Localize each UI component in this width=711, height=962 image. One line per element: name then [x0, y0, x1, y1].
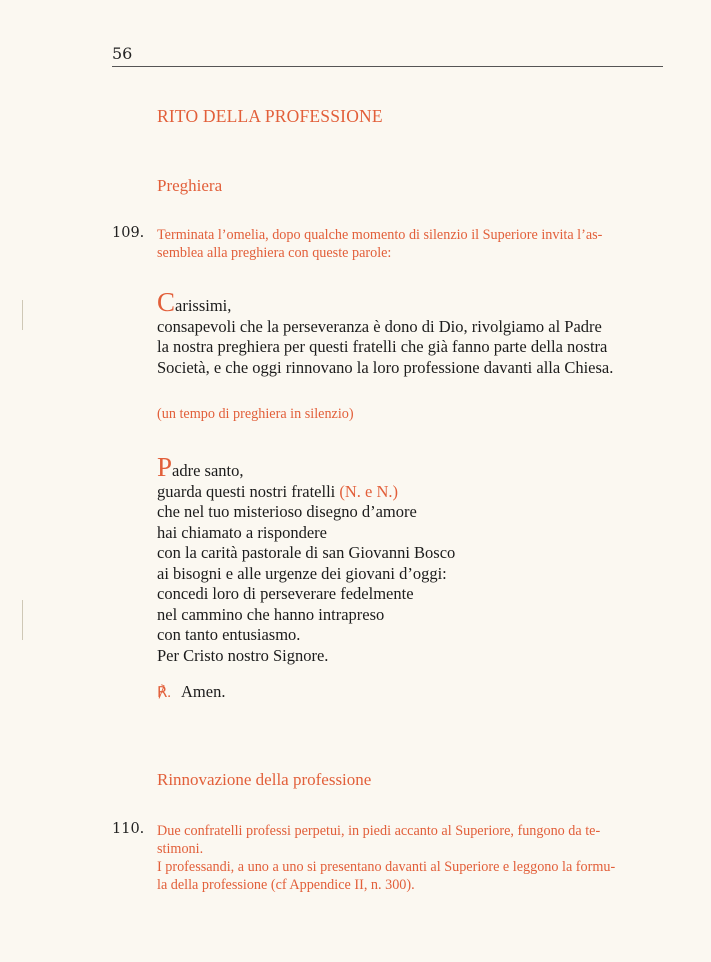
paragraph-number-109: 109.: [112, 225, 145, 241]
prayer-line: con la carità pastorale di san Giovanni Bosco: [157, 543, 456, 562]
drop-cap: P: [157, 452, 173, 482]
rubric-line: I professandi, a uno a uno si presentano davanti al Superiore e leggono la formu-: [157, 859, 616, 875]
left-margin-mark: [22, 600, 23, 640]
drop-cap: C: [157, 287, 176, 317]
prayer-line: ai bisogni e alle urgenze dei giovani d’oggi:: [157, 563, 447, 583]
prayer-line: che nel tuo misterioso disegno d’amore: [157, 502, 417, 521]
prayer-line: concedi loro di perseverare fedelmente: [157, 584, 414, 603]
prayer-line: nel cammino che hanno intrapreso: [157, 604, 385, 624]
left-margin-mark: [22, 300, 23, 330]
prayer-line: arissimi,: [175, 296, 232, 315]
prayer-carissimi: [157, 287, 677, 378]
paragraph-number-110: 110.: [112, 821, 145, 837]
section-title: RITO DELLA PROFESSIONE: [157, 106, 383, 126]
rubric-line: la della professione (cf Appendice II, n. 300).: [157, 877, 415, 893]
response-amen: [157, 682, 225, 702]
header-rule: [112, 66, 663, 67]
prayer-line: adre santo,: [172, 461, 244, 480]
response-symbol: ℟.: [157, 685, 172, 701]
prayer-line: Società, e che oggi rinnovano la loro professione davanti alla Chiesa.: [157, 357, 614, 377]
subsection-title-preghiera: Preghiera: [157, 176, 223, 195]
response-text: Amen.: [181, 682, 226, 701]
rubric-line: stimoni.: [157, 841, 204, 857]
names-placeholder: (N. e N.): [339, 481, 399, 501]
prayer-first-line: [157, 452, 677, 482]
prayer-line: [157, 482, 677, 503]
prayer-line: con tanto entusiasmo.: [157, 625, 301, 644]
prayer-text: guarda questi nostri fratelli: [157, 481, 340, 501]
prayer-padre-santo: [157, 452, 677, 666]
prayer-first-line: [157, 287, 677, 317]
subsection-title-rinnovazione: Rinnovazione della professione: [157, 770, 372, 789]
prayer-line: consapevoli che la perseveranza è dono di Dio, rivolgiamo al Padre: [157, 316, 602, 336]
silence-rubric: (un tempo di preghiera in silenzio): [157, 406, 354, 422]
rubric-line: Due confratelli professi perpetui, in piedi accanto al Superiore, fungono da te-: [157, 823, 601, 839]
rubric-109: [157, 226, 667, 262]
page-number: 56: [112, 44, 133, 63]
prayer-line: hai chiamato a rispondere: [157, 522, 327, 542]
prayer-line: Per Cristo nostro Signore.: [157, 645, 329, 665]
prayer-line: la nostra preghiera per questi fratelli che già fanno parte della nostra: [157, 337, 608, 356]
rubric-110: [157, 822, 667, 894]
rubric-line: Terminata l’omelia, dopo qualche momento di silenzio il Superiore invita l’as-: [157, 227, 603, 243]
rubric-line: semblea alla preghiera con queste parole:: [157, 245, 392, 261]
